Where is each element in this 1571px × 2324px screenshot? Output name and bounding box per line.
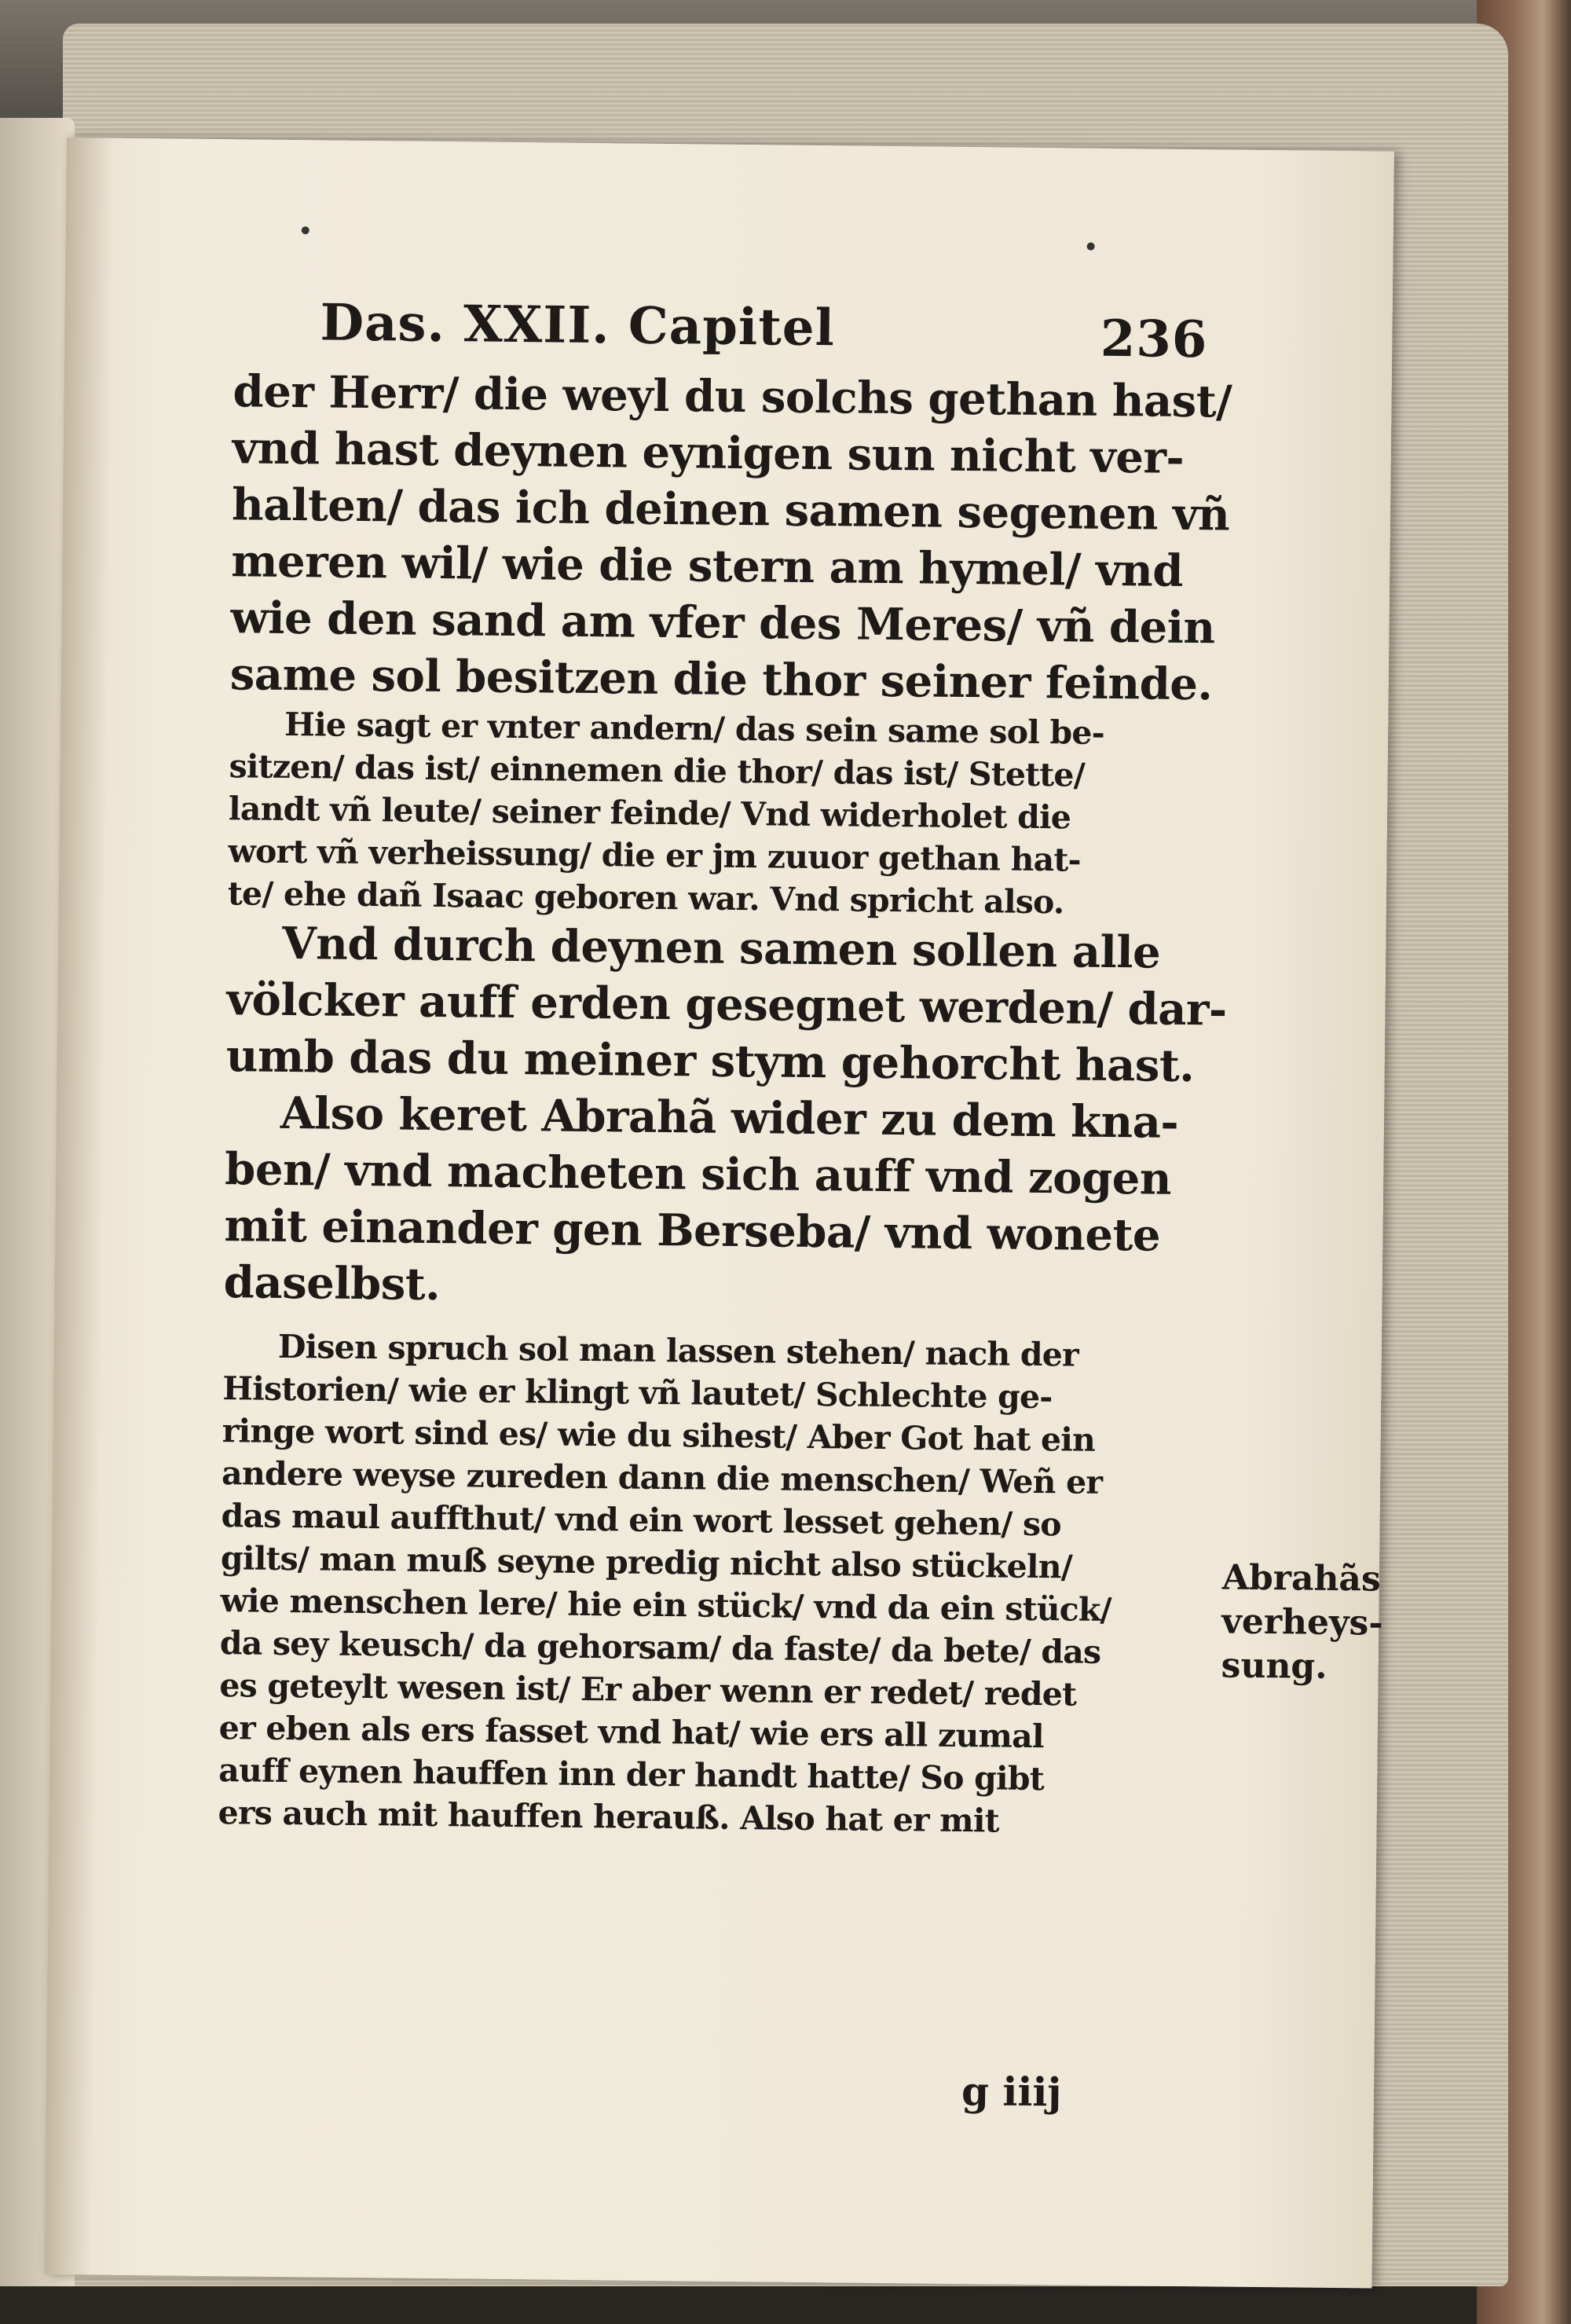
gloss-line: auff eynen hauffen inn der handt hatte/ So gibt — [218, 1751, 1045, 1798]
text-line: meren wil/ wie die stern am hymel/ vnd — [231, 535, 1184, 597]
text-line: völcker auff erden gesegnet werden/ dar- — [226, 973, 1228, 1036]
text-column — [218, 277, 1232, 1844]
scripture-block-1 — [229, 363, 1230, 713]
text-line: halten/ das ich deinen samen segenen vñ — [231, 478, 1230, 541]
marginal-line: verheys- — [1221, 1601, 1383, 1644]
gloss-line: landt vñ leute/ seiner feinde/ Vnd widerholet die — [228, 790, 1071, 837]
gloss-line: wort vñ verheissung/ die er jm zuuor gethan hat- — [228, 832, 1081, 879]
gloss-line: ringe wort sind es/ wie du sihest/ Aber Got hat ein — [222, 1412, 1096, 1459]
text-line: vnd hast deynen eynigen sun nicht ver- — [232, 422, 1185, 484]
gloss-line: er eben als ers fasset vnd hat/ wie ers all zumal — [218, 1709, 1044, 1756]
text-line: same sol besitzen die thor seiner feinde. — [229, 648, 1213, 711]
text-line: mit einander gen Berseba/ vnd wonete — [224, 1200, 1161, 1262]
gloss-block-1 — [228, 702, 1228, 925]
text-line: umb das du meiner stym gehorcht hast. — [225, 1030, 1195, 1093]
gloss-line: Historien/ wie er klingt vñ lautet/ Schlechte ge- — [222, 1369, 1053, 1417]
gloss-line: te/ ehe dañ Isaac geboren war. Vnd spricht also. — [227, 874, 1064, 922]
text-line: ben/ vnd macheten sich auff vnd zogen — [224, 1143, 1172, 1205]
gloss-line: gilts/ man muß seyne predig nicht also stückeln/ — [220, 1539, 1073, 1586]
scripture-block-2 — [223, 915, 1228, 1321]
gloss-line: Hie sagt er vnter andern/ das sein same sol be- — [284, 705, 1105, 752]
signature-mark: g iiij — [961, 2068, 1062, 2116]
gloss-line: andere weyse zureden dann die menschen/ Weñ er — [221, 1454, 1103, 1501]
gloss-line: sitzen/ das ist/ einnemen die thor/ das ist/ Stette/ — [229, 747, 1086, 794]
marginal-note — [1221, 1556, 1403, 1690]
book-page — [45, 137, 1394, 2289]
text-line: wie den sand am vfer des Meres/ vñ dein — [230, 592, 1216, 654]
gloss-line: wie menschen lere/ hie ein stück/ vnd da ein stück/ — [220, 1582, 1111, 1629]
ink-speck — [1087, 243, 1095, 251]
marginal-line: sung. — [1221, 1645, 1327, 1687]
gloss-line: das maul auffthut/ vnd ein wort lesset gehen/ so — [221, 1497, 1062, 1544]
gloss-line: Disen spruch sol man lassen stehen/ nach der — [277, 1327, 1079, 1374]
gloss-line: ers auch mit hauffen herauß. Also hat er mit — [218, 1794, 1000, 1840]
chapter-title: Das. XXII. Capitel — [320, 293, 836, 358]
marginal-line: Abrahãs — [1221, 1557, 1382, 1600]
text-line: daselbst. — [223, 1256, 441, 1311]
text-line: Also keret Abrahã wider zu dem kna- — [280, 1087, 1179, 1149]
page-number: 236 — [1100, 309, 1208, 370]
text-line: der Herr/ die weyl du solchs gethan hast/ — [233, 365, 1232, 428]
gloss-line: es geteylt wesen ist/ Er aber wenn er redet/ redet — [219, 1666, 1077, 1714]
running-head — [233, 277, 1232, 373]
gloss-block-2 — [218, 1325, 1221, 1844]
ink-speck — [302, 226, 309, 234]
text-line: Vnd durch deynen samen sollen alle — [281, 917, 1161, 979]
gloss-line: da sey keusch/ da gehorsam/ da faste/ da bete/ das — [219, 1624, 1101, 1671]
